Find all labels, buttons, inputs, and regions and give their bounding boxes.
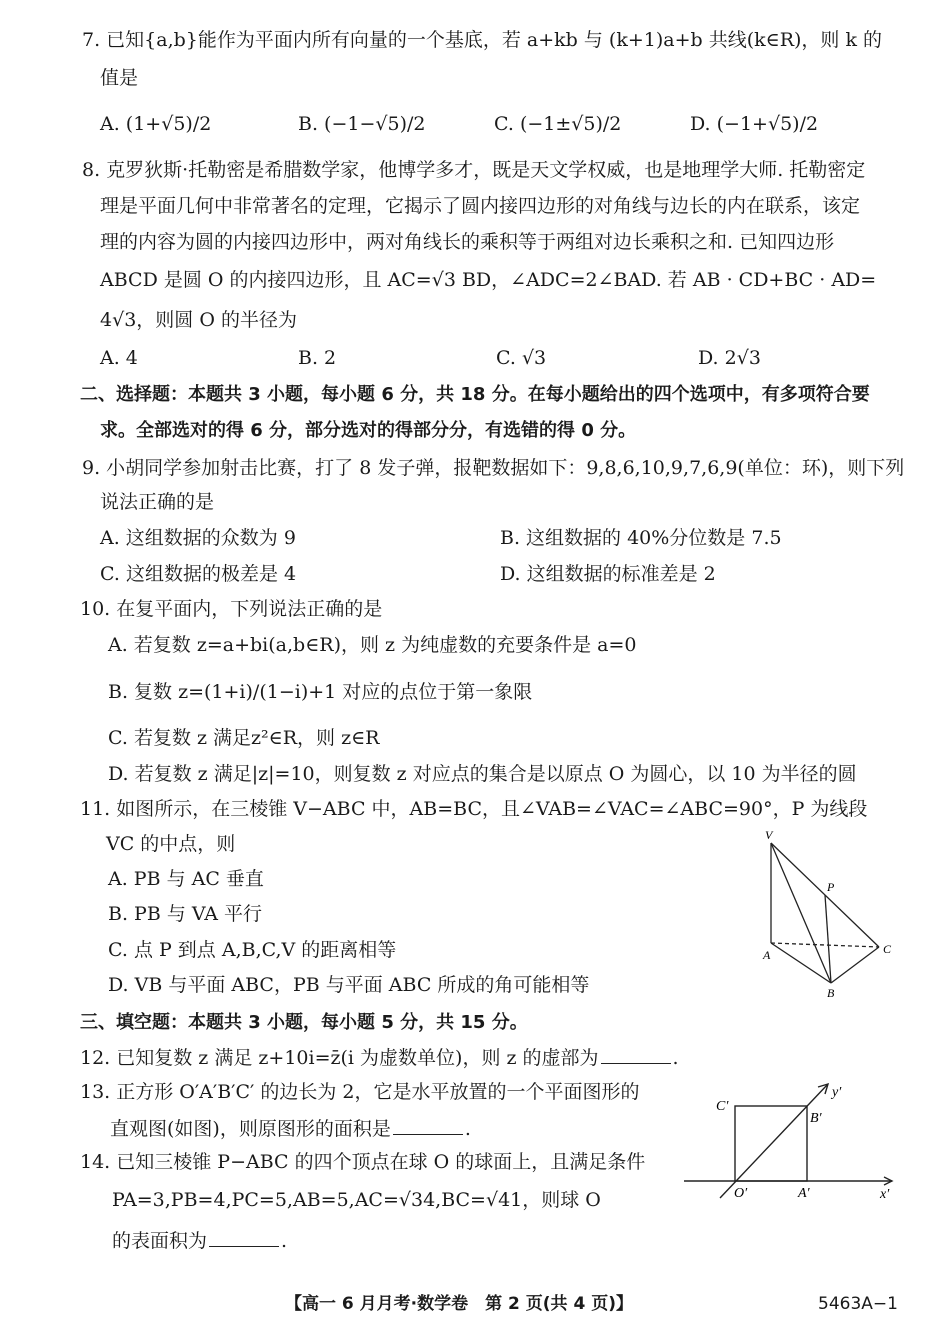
q8-option-c: C. √3 [496, 347, 547, 369]
section3-heading: 三、填空题：本题共 3 小题，每小题 5 分，共 15 分。 [80, 1012, 528, 1033]
q13-label-x: x′ [880, 1187, 890, 1202]
q11-option-d: D. VB 与平面 ABC，PB 与平面 ABC 所成的角可能相等 [108, 974, 590, 996]
q7-stem-line1: 7. 已知{a,b}能作为平面内所有向量的一个基底，若 a+kb 与 (k+1)a+b 共线(k∈R)，则 k 的 [82, 29, 883, 51]
q11-stem-line1: 11. 如图所示，在三棱锥 V−ABC 中，AB=BC，且∠VAB=∠VAC=∠ABC=90°，P 为线段 [80, 798, 868, 820]
q13-stem-line1: 13. 正方形 O′A′B′C′ 的边长为 2，它是水平放置的一个平面图形的 [80, 1081, 640, 1103]
q8-option-a: A. 4 [100, 347, 138, 369]
q12-end: . [672, 1047, 679, 1069]
q9-option-a: A. 这组数据的众数为 9 [100, 527, 296, 549]
q11-label-b: B [827, 986, 835, 1000]
q7-option-d: D. (−1+√5)/2 [690, 113, 819, 135]
q8-stem-line1: 8. 克罗狄斯·托勒密是希腊数学家，他博学多才，既是天文学权威，也是地理学大师. 托勒密定 [82, 159, 866, 181]
q9-stem-line2: 说法正确的是 [100, 491, 215, 513]
q14-stem-line3 [112, 1228, 287, 1253]
q10-option-b: B. 复数 z=(1+i)/(1−i)+1 对应的点位于第一象限 [108, 681, 533, 703]
q13-label-o: O′ [734, 1186, 748, 1201]
q8-stem-line3: 理的内容为圆的内接四边形中，两对角线长的乘积等于两组对边长乘积之和. 已知四边形 [100, 231, 835, 253]
section2-heading-line2: 求。全部选对的得 6 分，部分选对的得部分分，有选错的得 0 分。 [100, 420, 637, 441]
q11-option-b: B. PB 与 VA 平行 [108, 903, 263, 925]
q11-label-a: A [763, 948, 771, 962]
q12-text: 12. 已知复数 z 满足 z+10i=z̄(i 为虚数单位)，则 z 的虚部为 [80, 1047, 599, 1069]
section2-heading-line1: 二、选择题：本题共 3 小题，每小题 6 分，共 18 分。在每小题给出的四个选项中，有多项符合要 [80, 384, 870, 405]
q12-stem [80, 1045, 679, 1070]
page-footer-center: 【高一 6 月月考·数学卷 第 2 页(共 4 页)】 [285, 1294, 633, 1314]
q10-option-a: A. 若复数 z=a+bi(a,b∈R)，则 z 为纯虚数的充要条件是 a=0 [108, 634, 637, 656]
q7-stem-line2: 值是 [100, 67, 139, 89]
q9-stem-line1: 9. 小胡同学参加射击比赛，打了 8 发子弹，报靶数据如下：9,8,6,10,9,7,6,9(单位：环)，则下列 [82, 457, 905, 479]
q8-stem-line4: ABCD 是圆 O 的内接四边形，且 AC=√3 BD，∠ADC=2∠BAD. 若 AB · CD+BC · AD= [100, 269, 877, 291]
q14-stem-line1: 14. 已知三棱锥 P−ABC 的四个顶点在球 O 的球面上，且满足条件 [80, 1151, 646, 1173]
q9-option-d: D. 这组数据的标准差是 2 [500, 563, 716, 585]
q13-stem-line2 [110, 1116, 471, 1141]
q13-label-b: B′ [810, 1111, 822, 1126]
q13-end: . [464, 1118, 471, 1140]
q10-stem: 10. 在复平面内，下列说法正确的是 [80, 598, 383, 620]
q11-pyramid-figure [755, 825, 905, 1005]
page-footer-code: 5463A−1 [818, 1294, 898, 1314]
q14-end: . [281, 1230, 288, 1252]
q8-option-b: B. 2 [298, 347, 337, 369]
q11-label-p: P [827, 880, 835, 894]
q14-stem-line2: PA=3,PB=4,PC=5,AB=5,AC=√34,BC=√41，则球 O [112, 1189, 601, 1211]
q13-label-c: C′ [716, 1099, 729, 1114]
q9-option-b: B. 这组数据的 40%分位数是 7.5 [500, 527, 782, 549]
q13-label-a: A′ [798, 1186, 810, 1201]
q12-answer-blank[interactable] [601, 1045, 671, 1064]
q7-option-c: C. (−1±√5)/2 [494, 113, 622, 135]
q9-option-c: C. 这组数据的极差是 4 [100, 563, 297, 585]
q11-option-a: A. PB 与 AC 垂直 [108, 868, 264, 890]
q10-option-d: D. 若复数 z 满足|z|=10，则复数 z 对应点的集合是以原点 O 为圆心，以 10 为半径的圆 [108, 763, 857, 785]
q13-text: 直观图(如图)，则原图形的面积是 [110, 1118, 391, 1140]
q14-answer-blank[interactable] [209, 1228, 279, 1247]
q14-text: 的表面积为 [112, 1230, 208, 1252]
q8-stem-line2: 理是平面几何中非常著名的定理，它揭示了圆内接四边形的对角线与边长的内在联系，该定 [100, 195, 861, 217]
q13-answer-blank[interactable] [393, 1116, 463, 1135]
q10-option-c: C. 若复数 z 满足z²∈R，则 z∈R [108, 727, 380, 749]
q7-option-a: A. (1+√5)/2 [100, 113, 212, 135]
q11-label-v: V [765, 828, 773, 842]
q8-option-d: D. 2√3 [698, 347, 761, 369]
q8-stem-line5: 4√3，则圆 O 的半径为 [100, 309, 297, 331]
q11-option-c: C. 点 P 到点 A,B,C,V 的距离相等 [108, 939, 397, 961]
q11-label-c: C [883, 942, 892, 956]
q11-stem-line2: VC 的中点，则 [106, 833, 236, 855]
q13-square-figure [680, 1078, 905, 1208]
q13-label-y: y′ [832, 1085, 842, 1100]
q7-option-b: B. (−1−√5)/2 [298, 113, 426, 135]
